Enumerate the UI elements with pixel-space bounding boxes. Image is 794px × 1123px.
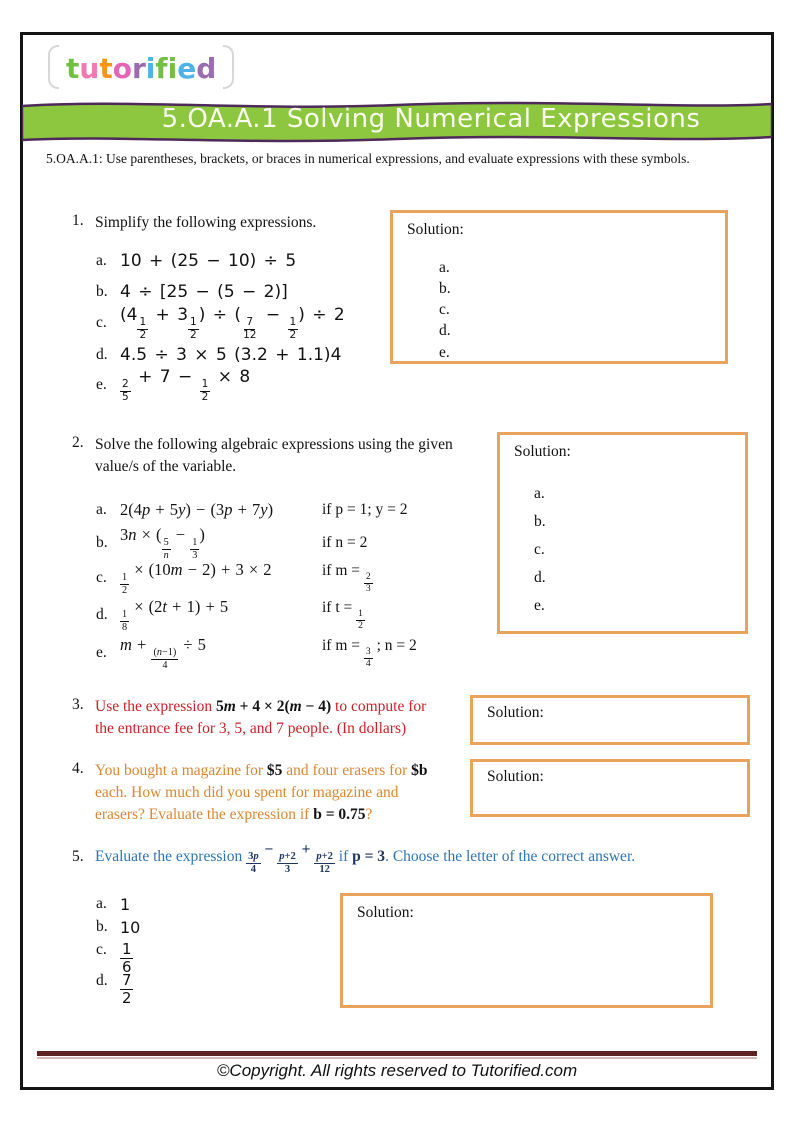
condition: if p = 1; y = 2 [322,501,408,518]
solution-item: d. [534,569,546,586]
question4-number: 4. [72,760,84,777]
option-letter: b. [96,918,108,935]
condition: if m = $\frac{2}{3}$ [322,561,371,594]
question4-line2: each. How much did you spent for magazine and [95,784,399,801]
question3-number: 3. [72,696,84,713]
solution-item: c. [439,301,450,318]
solution-item: e. [534,597,545,614]
solution-label: Solution: [407,221,464,238]
q1-item-d [96,343,341,367]
expression: 4 ÷ [25 − (5 − 2)] [120,282,288,302]
solution-item: a. [439,259,450,276]
copyright-text: ©Copyright. All rights reserved to Tutorified.com [216,1061,578,1080]
solution-box-q2 [497,432,748,634]
solution-item: a. [534,485,545,502]
solution-item: d. [439,322,451,339]
expression: 10 + (25 − 10) ÷ 5 [120,251,297,271]
item-letter: b. [96,534,108,551]
logo-bracket-left [48,45,59,89]
q5-option-d [96,966,133,1007]
question2-prompt-line2: value/s of the variable. [95,458,237,475]
expression: $\frac{2}{5}$ + 7 − $\frac{1}{2}$ × 8 [122,366,251,403]
logo-letters: t u t o r i f i e d [66,51,217,85]
expression: 3n × ( $\frac{5}{n}$ − $\frac{1}{3}$ ) [120,525,205,561]
footer-divider [37,1051,757,1056]
solution-item: e. [439,344,450,361]
solution-item: c. [534,541,545,558]
q1-item-a [96,249,296,273]
q1-item-e [96,366,251,403]
condition: if n = 2 [322,534,368,551]
option-letter: a. [96,895,107,912]
solution-label: Solution: [487,768,544,785]
question2-number: 2. [72,434,84,451]
footer-divider-light [37,1057,757,1059]
option-letter: c. [96,941,107,958]
question1-number: 1. [72,212,84,229]
item-letter: a. [96,252,107,269]
item-letter: e. [96,376,107,393]
solution-item: b. [439,280,451,297]
item-letter: e. [96,644,107,661]
question2-prompt-line1: Solve the following algebraic expressions using the given [95,436,453,453]
standard-description: 5.OA.A.1: Use parentheses, brackets, or braces in numerical expressions, and evaluate expressions with these symbols. [46,151,690,166]
option-value: 10 [120,917,141,937]
option-letter: d. [96,972,108,989]
expression: m + $\frac{(n-1)}{4}$ ÷ 5 [120,635,206,671]
item-letter: d. [96,606,108,623]
condition: if t = $\frac{1}{2}$ [322,598,363,631]
question4-line3: erasers? Evaluate the expression if b = 0.75? [95,806,373,823]
option-value: $\frac{1}{6}$ [122,940,132,976]
expression: (4 $\frac{1}{2}$ + 3 $\frac{1}{2}$ ) ÷ ( $\frac{7}{12}$ − $\frac{1}{2}$ ) ÷ 2 [120,304,345,341]
expression: $\frac{1}{2}$ × (10m − 2) + 3 × 2 [122,560,272,596]
q1-item-b [96,280,288,304]
solution-box-q1 [390,210,728,364]
q1-item-c [96,304,345,341]
option-value: 1 [120,894,131,914]
solution-label: Solution: [487,704,544,721]
question4-line1: You bought a magazine for $5 and four erasers for $b [95,762,428,779]
expression: 2(4p + 5y) − (3p + 7y) [120,500,274,519]
worksheet-page [20,32,774,1090]
q5-option-a [96,893,130,915]
expression: $\frac{1}{8}$ × (2t + 1) + 5 [122,597,229,633]
question5-line: Evaluate the expression $\frac{3p}{4}$ − $\frac{p+2}{3}$ + $\frac{p+2}{12}$ if p = 3 . Choose the letter of the correct answer. [95,840,636,875]
solution-box-q5 [340,893,713,1008]
page-title: 5.OA.A.1 Solving Numerical Expressions [161,104,701,134]
condition: if m = $\frac{3}{4}$ ; n = 2 [322,636,417,669]
option-value: $\frac{7}{2}$ [122,971,132,1007]
question1-prompt: Simplify the following expressions. [95,214,317,231]
item-letter: b. [96,283,108,300]
solution-item: b. [534,513,546,530]
q2-item-e [96,635,716,671]
item-letter: a. [96,501,107,518]
question5-number: 5. [72,848,84,865]
logo-bracket-right [223,45,234,89]
logo [48,45,234,89]
expression: 4.5 ÷ 3 × 5 (3.2 + 1.1)4 [120,345,342,365]
solution-box-q4 [470,759,750,817]
question3-line1: Use the expression 5m + 4 × 2(m − 4) to compute for [95,698,427,715]
question3-line2: the entrance fee for 3, 5, and 7 people. (In dollars) [95,720,407,737]
item-letter: c. [96,569,107,586]
item-letter: c. [96,314,107,331]
item-letter: d. [96,346,108,363]
solution-label: Solution: [514,443,571,460]
solution-box-q3 [470,695,750,745]
solution-label: Solution: [357,904,414,921]
